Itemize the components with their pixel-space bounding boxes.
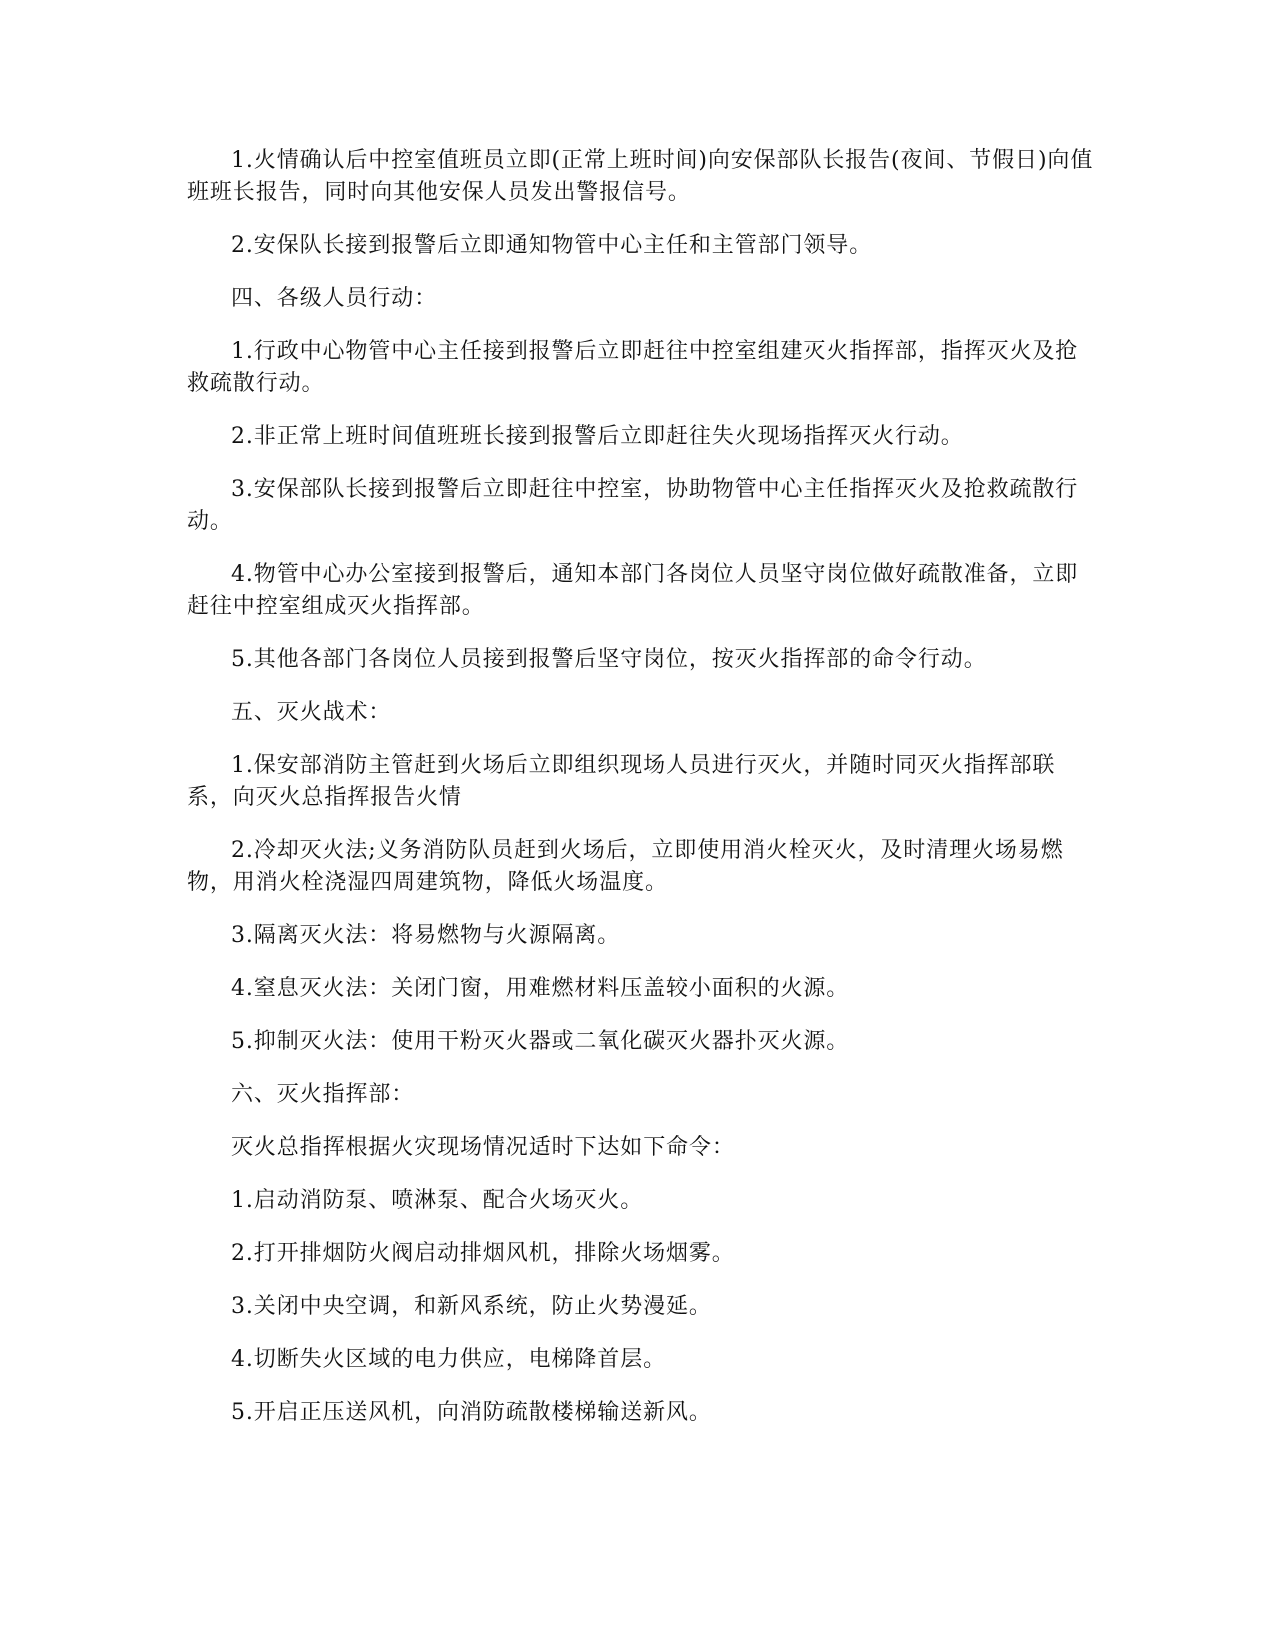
paragraph-admin-director-action: 1.行政中心物管中心主任接到报警后立即赶往中控室组建灭火指挥部，指挥灭火及抢救疏散行动。 [187,339,1079,396]
paragraph-office-action: 4.物管中心办公室接到报警后，通知本部门各岗位人员坚守岗位做好疏散准备，立即赶往中控室组成灭火指挥部。 [187,562,1079,619]
document-body [187,145,1097,1450]
paragraph-commander-orders-intro: 灭火总指挥根据火灾现场情况适时下达如下命令： [231,1135,735,1160]
section-heading-command-center: 六、灭火指挥部： [231,1082,415,1107]
section-heading-firefighting-tactics: 五、灭火战术： [231,700,392,725]
paragraph-cooling-method: 2.冷却灭火法;义务消防队员赶到火场后，立即使用消火栓灭火，及时清理火场易燃物，用消火栓浇湿四周建筑物，降低火场温度。 [187,838,1064,895]
paragraph-order-cut-power: 4.切断失火区域的电力供应，电梯降首层。 [231,1347,666,1372]
paragraph-order-smoke-exhaust: 2.打开排烟防火阀启动排烟风机，排除火场烟雾。 [231,1241,735,1266]
paragraph-suppression-method: 5.抑制灭火法：使用干粉灭火器或二氧化碳灭火器扑灭火源。 [231,1029,850,1054]
section-heading-personnel-actions: 四、各级人员行动： [231,286,438,311]
paragraph-other-departments-action: 5.其他各部门各岗位人员接到报警后坚守岗位，按灭火指挥部的命令行动。 [231,647,987,672]
paragraph-isolation-method: 3.隔离灭火法：将易燃物与火源隔离。 [231,923,621,948]
paragraph-smothering-method: 4.窒息灭火法：关闭门窗，用难燃材料压盖较小面积的火源。 [231,976,850,1001]
paragraph-fire-supervisor-tactic: 1.保安部消防主管赶到火场后立即组织现场人员进行灭火，并随时同灭火指挥部联系，向灭火总指挥报告火情 [187,753,1056,810]
paragraph-security-leader-notify: 2.安保队长接到报警后立即通知物管中心主任和主管部门领导。 [231,233,873,258]
paragraph-fire-confirm-report: 1.火情确认后中控室值班员立即(正常上班时间)向安保部队长报告(夜间、节假日)向值班班长报告，同时向其他安保人员发出警报信号。 [187,148,1094,205]
paragraph-duty-leader-action: 2.非正常上班时间值班班长接到报警后立即赶往失火现场指挥灭火行动。 [231,424,964,449]
paragraph-security-captain-action: 3.安保部队长接到报警后立即赶往中控室，协助物管中心主任指挥灭火及抢救疏散行动。 [187,477,1079,534]
paragraph-order-close-ac: 3.关闭中央空调，和新风系统，防止火势漫延。 [231,1294,712,1319]
paragraph-order-pressurize-stairs: 5.开启正压送风机，向消防疏散楼梯输送新风。 [231,1400,712,1425]
paragraph-order-start-pumps: 1.启动消防泵、喷淋泵、配合火场灭火。 [231,1188,644,1213]
